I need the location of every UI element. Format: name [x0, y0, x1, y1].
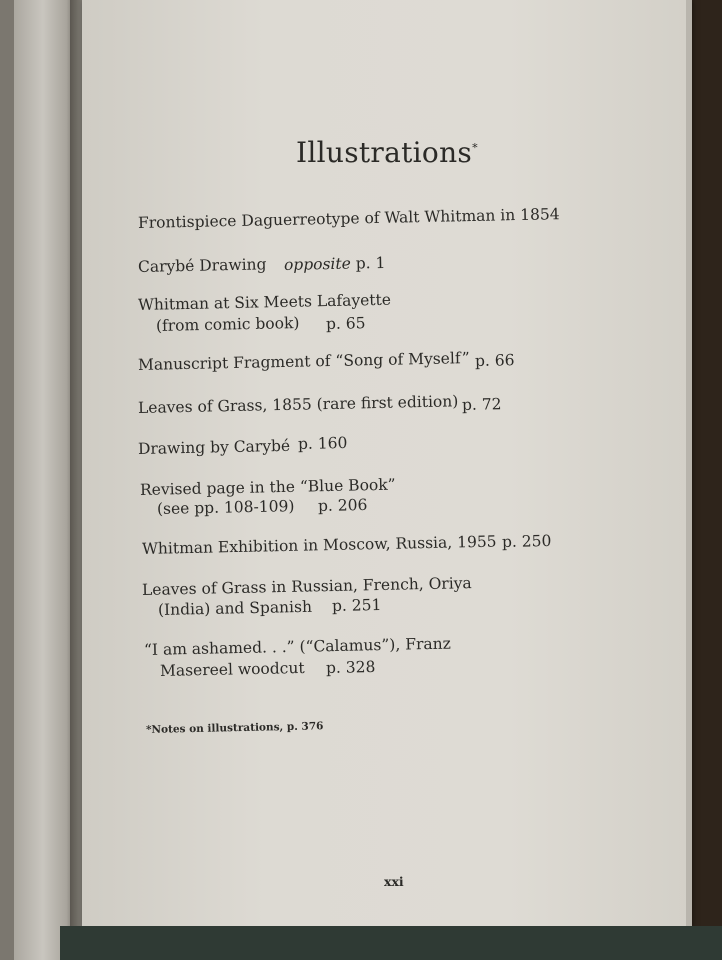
entry-title: Carybé Drawing: [137, 255, 267, 276]
entry-ref-opposite: opposite: [283, 254, 352, 274]
entry-page: p. 206: [317, 495, 368, 515]
entry-subline: Masereel woodcut: [159, 658, 305, 680]
entry-subline: [156, 314, 300, 335]
footnote-marker: *: [472, 141, 478, 155]
entry-subline: (India) and Spanish: [157, 597, 313, 619]
entry-page: p. 66: [474, 351, 515, 370]
entry-title: Whitman at Six Meets Lafayette: [137, 290, 392, 314]
entry-title: Manuscript Fragment of “Song of Myself”: [137, 349, 470, 374]
entry-page: p. 1: [355, 253, 386, 273]
entry-page: p. 72: [461, 395, 502, 414]
entry-title: “I am ashamed. . .” (“Calamus”), Franz: [143, 634, 451, 659]
page-title-text: Illustrations: [296, 136, 473, 169]
entry-title: Frontispiece Daguerreotype of Walt Whitman in 1854: [137, 205, 560, 232]
entry-title: Whitman Exhibition in Moscow, Russia, 1955: [141, 532, 497, 558]
footnote: *Notes on illustrations, p. 376: [145, 720, 324, 736]
book-cover: [60, 926, 722, 960]
page-title: [296, 136, 478, 169]
entry-title: Leaves of Grass in Russian, French, Oriya: [141, 574, 472, 599]
page-edge: [686, 0, 692, 930]
entry-title-cont: (from comic book): [155, 313, 300, 335]
entry-subline: (see pp. 108-109): [156, 497, 295, 518]
list-item: [138, 255, 267, 276]
entry-page: p. 251: [331, 595, 382, 615]
entry-page: p. 328: [325, 657, 376, 677]
entry-page: p. 250: [501, 531, 552, 551]
facing-page-edge: [0, 0, 14, 960]
page-number: xxi: [384, 874, 404, 889]
entry-title: Leaves of Grass, 1855 (rare first edition): [137, 392, 459, 417]
entry-title: Drawing by Carybé: [137, 436, 291, 458]
entry-page: p. 65: [325, 314, 366, 333]
entry-page-ref: [284, 254, 386, 274]
list-item: [138, 437, 290, 458]
entry-title: Revised page in the “Blue Book”: [139, 475, 396, 499]
entry-page: p. 160: [297, 433, 348, 453]
